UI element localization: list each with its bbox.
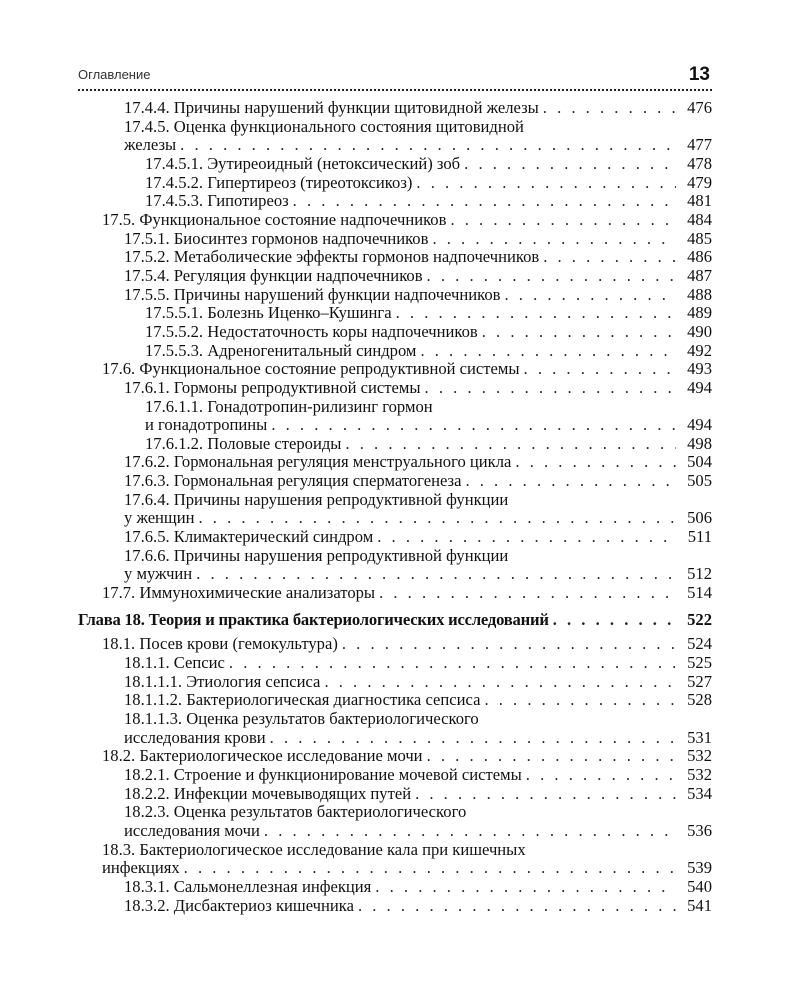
- dot-leader: [342, 635, 676, 654]
- toc-entry-title: 17.4.5.1. Эутиреоидный (нетоксический) зоб: [145, 153, 461, 173]
- table-of-contents: [78, 99, 712, 915]
- toc-entry-title-first-line: 17.6.1.1. Гонадотропин-рилизинг гормон: [145, 396, 433, 416]
- dot-leader: [526, 766, 676, 785]
- toc-entry-line: [145, 174, 712, 193]
- toc-entry[interactable]: [78, 99, 712, 118]
- toc-entry-line: [145, 323, 712, 342]
- toc-entry-title: 18.1. Посев крови (гемокультура): [102, 634, 338, 654]
- dot-leader: [324, 673, 676, 692]
- toc-entry-title: 17.4.4. Причины нарушений функции щитовидной железы: [124, 98, 539, 117]
- toc-entry-page: 494: [687, 377, 712, 397]
- toc-entry-page: 492: [687, 340, 712, 360]
- dot-leader: [543, 99, 676, 118]
- dot-leader: [416, 174, 676, 193]
- toc-entry-line: [145, 342, 712, 361]
- toc-entry-page: 481: [687, 191, 712, 211]
- toc-entry-page: 485: [687, 228, 712, 248]
- toc-entry-page: 539: [687, 858, 712, 878]
- dot-leader: [271, 416, 676, 435]
- dot-leader: [415, 785, 676, 804]
- toc-entry[interactable]: [78, 379, 712, 398]
- toc-entry-page: 524: [687, 634, 712, 654]
- toc-entry-line: [124, 822, 712, 841]
- toc-entry-page: 486: [687, 247, 712, 267]
- toc-entry-title: 17.5. Функциональное состояние надпочечников: [102, 209, 447, 229]
- dot-leader: [524, 360, 676, 379]
- toc-entry-line: [102, 635, 712, 654]
- toc-entry-title: и гонадотропины: [145, 415, 268, 435]
- toc-entry-line: [145, 155, 712, 174]
- dot-leader: [379, 584, 676, 603]
- dot-leader: [450, 211, 676, 230]
- toc-entry-page: 532: [687, 746, 712, 766]
- toc-entry-page: 522: [687, 609, 712, 629]
- toc-entry[interactable]: [78, 435, 712, 454]
- toc-entry-title-first-line: 18.3. Бактериологическое исследование кала при кишечных: [102, 839, 526, 859]
- toc-entry-title: исследования мочи: [124, 820, 260, 840]
- toc-entry-page: 532: [687, 764, 712, 784]
- dot-leader: [465, 472, 676, 491]
- toc-entry[interactable]: [78, 747, 712, 766]
- toc-entry-page: 494: [687, 415, 712, 435]
- dot-leader: [484, 691, 676, 710]
- toc-entry-title: 17.4.5.3. Гипотиреоз: [145, 191, 289, 211]
- toc-entry-title: 17.5.5.1. Болезнь Иценко–Кушинга: [145, 303, 392, 323]
- toc-entry[interactable]: [78, 472, 712, 491]
- toc-entry-title: 18.3.1. Сальмонеллезная инфекция: [124, 876, 372, 896]
- toc-entry[interactable]: [78, 635, 712, 654]
- toc-entry-title: у мужчин: [124, 564, 193, 584]
- dot-leader: [427, 267, 676, 286]
- toc-entry-page: 534: [687, 783, 712, 803]
- toc-entry-line: [145, 192, 712, 211]
- toc-entry-page: 478: [687, 153, 712, 173]
- toc-entry[interactable]: [78, 248, 712, 267]
- toc-entry-line: [124, 673, 712, 692]
- dot-leader: [464, 155, 676, 174]
- toc-entry-line: [124, 897, 712, 916]
- toc-entry-line: [145, 416, 712, 435]
- dot-leader: [293, 192, 676, 211]
- toc-entry-line: [102, 360, 712, 379]
- toc-entry[interactable]: [78, 267, 712, 286]
- toc-entry[interactable]: [78, 547, 712, 584]
- toc-entry-title: железы: [124, 135, 177, 155]
- toc-entry-line: [124, 379, 712, 398]
- toc-entry-line: [124, 230, 712, 249]
- toc-entry-page: 527: [687, 671, 712, 691]
- toc-entry[interactable]: [78, 342, 712, 361]
- toc-entry[interactable]: [78, 528, 712, 547]
- toc-entry-page: 514: [687, 583, 712, 603]
- toc-entry-title: 18.1.1. Сепсис: [124, 653, 225, 673]
- toc-entry-title-first-line: 18.1.1.3. Оценка результатов бактериологического: [124, 709, 479, 728]
- toc-entry-title-first-line: 18.2.3. Оценка результатов бактериологического: [124, 802, 467, 822]
- toc-entry-title: 17.5.5.3. Адреногенитальный синдром: [145, 340, 417, 360]
- toc-entry[interactable]: [78, 841, 712, 878]
- toc-entry[interactable]: [78, 360, 712, 379]
- dot-leader: [504, 286, 676, 305]
- toc-entry-title: Глава 18. Теория и практика бактериологических исследований: [78, 609, 549, 629]
- toc-entry-line: [145, 435, 712, 454]
- toc-entry[interactable]: [78, 174, 712, 193]
- toc-entry[interactable]: [78, 691, 712, 710]
- toc-entry-title: 17.5.1. Биосинтез гормонов надпочечников: [124, 228, 429, 248]
- toc-entry[interactable]: [78, 211, 712, 230]
- toc-entry-title: 17.6.2. Гормональная регуляция менструального цикла: [124, 452, 512, 472]
- toc-entry-line: [145, 304, 712, 323]
- dot-leader: [396, 304, 676, 323]
- toc-entry-title: 17.5.5. Причины нарушений функции надпочечников: [124, 284, 501, 304]
- toc-entry[interactable]: [78, 286, 712, 305]
- toc-entry-title: 18.2.2. Инфекции мочевыводящих путей: [124, 783, 412, 803]
- toc-entry[interactable]: [78, 673, 712, 692]
- toc-entry-title: инфекциях: [102, 858, 180, 878]
- toc-entry-line: [124, 691, 712, 710]
- toc-entry-title: 18.1.1.1. Этиология сепсиса: [124, 671, 321, 691]
- toc-chapter-entry[interactable]: [78, 611, 712, 630]
- running-header: [78, 66, 712, 88]
- dot-leader: [553, 611, 676, 630]
- dot-leader: [264, 822, 676, 841]
- toc-entry-page: 490: [687, 321, 712, 341]
- toc-entry[interactable]: [78, 491, 712, 528]
- toc-entry-line: [124, 99, 712, 118]
- toc-entry-title: 17.5.5.2. Недостаточность коры надпочечников: [145, 321, 478, 341]
- dot-leader: [198, 509, 676, 528]
- toc-entry-line: [102, 584, 712, 603]
- toc-entry-title: 17.5.2. Метаболические эффекты гормонов надпочечников: [124, 247, 540, 267]
- dot-leader: [543, 248, 676, 267]
- dot-leader: [180, 136, 676, 155]
- toc-entry-page: 498: [687, 433, 712, 453]
- toc-entry[interactable]: [78, 323, 712, 342]
- toc-entry-line: [124, 565, 712, 584]
- toc-entry-page: 525: [687, 653, 712, 673]
- toc-entry[interactable]: [78, 785, 712, 804]
- toc-entry-title: 17.7. Иммунохимические анализаторы: [102, 583, 376, 603]
- toc-entry[interactable]: [78, 584, 712, 603]
- toc-entry-page: 540: [687, 876, 712, 896]
- dot-leader: [184, 859, 676, 878]
- toc-entry[interactable]: [78, 230, 712, 249]
- toc-entry-title: 17.4.5.2. Гипертиреоз (тиреотоксикоз): [145, 172, 413, 192]
- toc-entry-page: 528: [687, 690, 712, 710]
- toc-entry-title: 17.5.4. Регуляция функции надпочечников: [124, 265, 423, 285]
- toc-entry-page: 487: [687, 265, 712, 285]
- toc-entry[interactable]: [78, 453, 712, 472]
- toc-entry-page: 504: [687, 452, 712, 472]
- toc-entry[interactable]: [78, 803, 712, 840]
- toc-entry-title: 18.2.1. Строение и функционирование мочевой системы: [124, 764, 522, 784]
- toc-entry-title: 18.1.1.2. Бактериологическая диагностика сепсиса: [124, 690, 481, 710]
- dot-leader: [432, 230, 676, 249]
- toc-entry-page: 489: [687, 303, 712, 323]
- toc-entry-line: [124, 509, 712, 528]
- header-divider: [78, 89, 712, 91]
- toc-entry-page: 511: [687, 527, 712, 547]
- toc-entry-page: 505: [687, 471, 712, 491]
- toc-entry-title: 17.6.1.2. Половые стероиды: [145, 433, 342, 453]
- toc-entry-title: исследования крови: [124, 727, 266, 747]
- toc-entry-title: 17.6. Функциональное состояние репродуктивной системы: [102, 359, 520, 379]
- toc-entry[interactable]: [78, 878, 712, 897]
- dot-leader: [420, 342, 676, 361]
- toc-entry-line: [124, 267, 712, 286]
- toc-entry[interactable]: [78, 304, 712, 323]
- toc-entry-page: 506: [687, 508, 712, 528]
- toc-entry-title-first-line: 17.6.4. Причины нарушения репродуктивной функции: [124, 489, 509, 509]
- toc-entry[interactable]: [78, 192, 712, 211]
- dot-leader: [375, 878, 676, 897]
- toc-entry-page: 493: [687, 359, 712, 379]
- toc-entry-page: 541: [687, 895, 712, 915]
- toc-entry-title: 18.3.2. Дисбактериоз кишечника: [124, 895, 354, 915]
- section-title: Оглавление: [78, 67, 151, 82]
- page-number: 13: [688, 64, 710, 85]
- dot-leader: [425, 379, 676, 398]
- toc-entry[interactable]: [78, 398, 712, 435]
- toc-entry-page: 488: [687, 284, 712, 304]
- toc-entry-page: 512: [687, 564, 712, 584]
- toc-entry-title-first-line: 17.4.5. Оценка функционального состояния щитовидной: [124, 116, 524, 136]
- toc-entry-line: [124, 136, 712, 155]
- toc-entry-title: 17.6.3. Гормональная регуляция сперматогенеза: [124, 471, 462, 491]
- toc-entry-page: 536: [687, 820, 712, 840]
- toc-entry[interactable]: [78, 118, 712, 155]
- toc-entry-page: 477: [687, 135, 712, 155]
- toc-entry[interactable]: [78, 766, 712, 785]
- dot-leader: [270, 729, 676, 748]
- toc-entry-title-first-line: 17.6.6. Причины нарушения репродуктивной функции: [124, 545, 509, 565]
- toc-entry-line: [124, 286, 712, 305]
- toc-entry-line: [124, 453, 712, 472]
- toc-entry-line: [124, 654, 712, 673]
- toc-entry-line: [124, 248, 712, 267]
- dot-leader: [515, 453, 676, 472]
- dot-leader: [482, 323, 676, 342]
- toc-entry[interactable]: [78, 654, 712, 673]
- toc-entry-title: у женщин: [124, 508, 195, 528]
- toc-entry-page: 476: [687, 98, 712, 117]
- toc-entry-page: 479: [687, 172, 712, 192]
- toc-entry-page: 531: [687, 727, 712, 747]
- toc-entry-line: [124, 729, 712, 748]
- dot-leader: [427, 747, 676, 766]
- toc-entry[interactable]: [78, 710, 712, 747]
- toc-entry-line: [102, 211, 712, 230]
- dot-leader: [377, 528, 676, 547]
- dot-leader: [229, 654, 676, 673]
- dot-leader: [358, 897, 676, 916]
- toc-entry-line: [78, 611, 712, 630]
- toc-entry-line: [124, 766, 712, 785]
- toc-entry-line: [124, 785, 712, 804]
- toc-entry-line: [124, 878, 712, 897]
- toc-entry-title: 17.6.5. Климактерический синдром: [124, 527, 374, 547]
- toc-entry[interactable]: [78, 897, 712, 916]
- toc-entry[interactable]: [78, 155, 712, 174]
- toc-entry-line: [124, 528, 712, 547]
- toc-entry-line: [102, 859, 712, 878]
- toc-entry-line: [102, 747, 712, 766]
- dot-leader: [345, 435, 676, 454]
- toc-entry-line: [124, 472, 712, 491]
- toc-entry-page: 484: [687, 209, 712, 229]
- toc-entry-title: 18.2. Бактериологическое исследование мочи: [102, 746, 423, 766]
- toc-entry-title: 17.6.1. Гормоны репродуктивной системы: [124, 377, 421, 397]
- dot-leader: [196, 565, 676, 584]
